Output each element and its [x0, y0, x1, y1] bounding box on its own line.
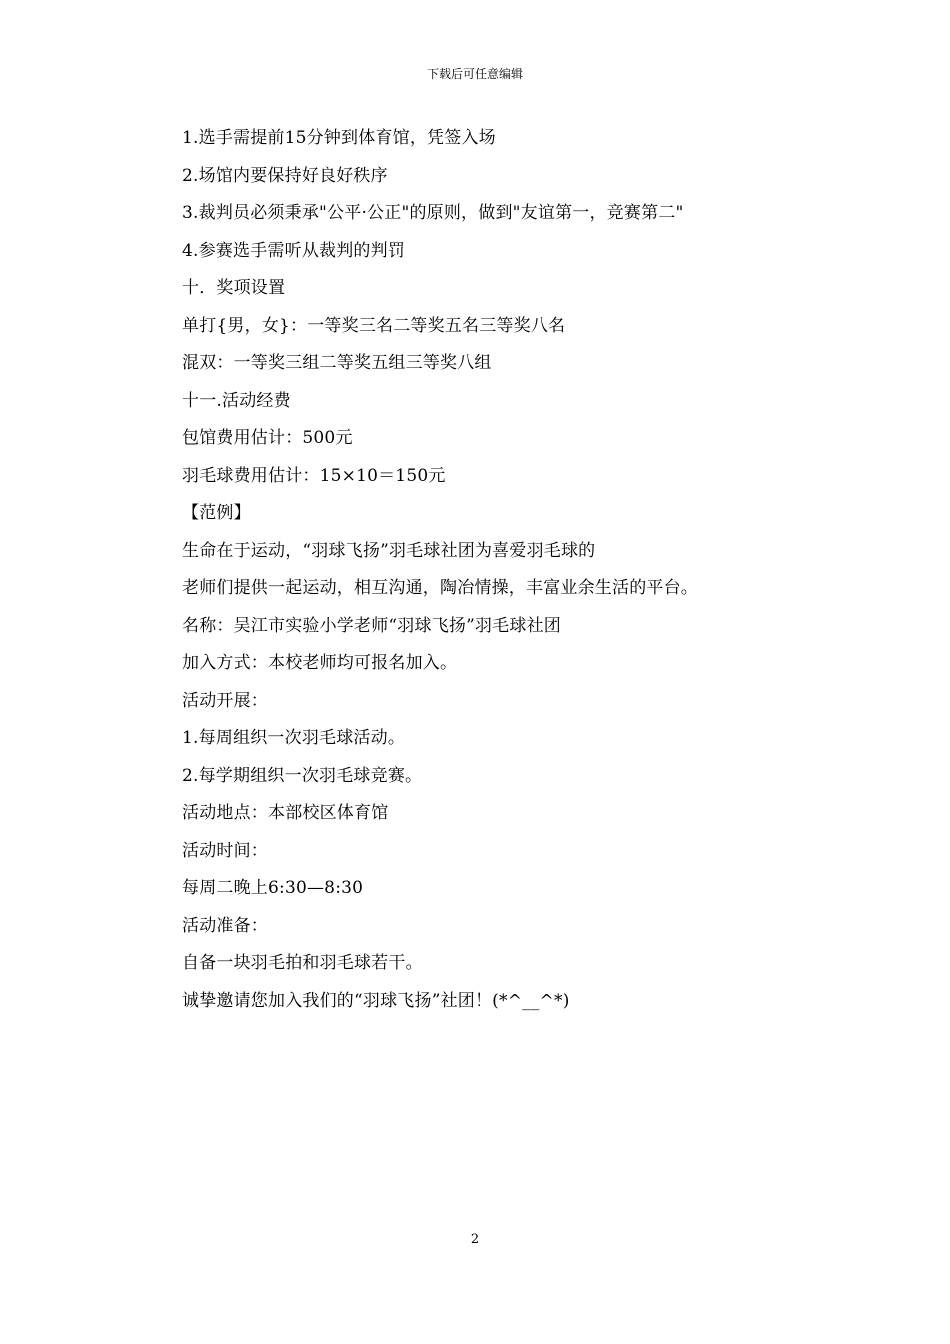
- rule-line-4: 4.参赛选手需听从裁判的判罚: [182, 240, 406, 261]
- section-heading-awards: 十．奖项设置: [182, 278, 286, 298]
- awards-singles: 单打{男，女}：一等奖三名二等奖五名三等奖八名: [182, 315, 566, 336]
- awards-mixed-doubles: 混双：一等奖三组二等奖五组三等奖八组: [182, 353, 492, 373]
- intro-line-2: 老师们提供一起运动，相互沟通，陶冶情操，丰富业余生活的平台。: [182, 578, 698, 598]
- activity-time: 每周二晚上6:30—8:30: [182, 878, 364, 898]
- invitation-line: 诚挚邀请您加入我们的“羽球飞扬”社团！(*^__^*): [182, 990, 570, 1011]
- section-heading-budget: 十一.活动经费: [182, 390, 291, 411]
- preparation-heading: 活动准备：: [182, 915, 268, 936]
- activities-heading: 活动开展：: [182, 690, 268, 711]
- intro-line-1: 生命在于运动，“羽球飞扬”羽毛球社团为喜爱羽毛球的: [182, 540, 596, 561]
- rule-line-2: 2.场馆内要保持好良好秩序: [182, 165, 388, 186]
- example-heading: 【范例】: [182, 503, 251, 523]
- budget-shuttlecocks: 羽毛球费用估计：15×10＝150元: [182, 465, 446, 486]
- activity-time-heading: 活动时间：: [182, 840, 268, 861]
- preparation-detail: 自备一块羽毛拍和羽毛球若干。: [182, 953, 423, 973]
- rule-line-1: 1.选手需提前15分钟到体育馆，凭签入场: [182, 128, 496, 148]
- activity-item-2: 2.每学期组织一次羽毛球竞赛。: [182, 765, 423, 786]
- page-number: 2: [470, 1232, 480, 1247]
- activity-item-1: 1.每周组织一次羽毛球活动。: [182, 728, 406, 748]
- rule-line-3: 3.裁判员必须秉承"公平·公正"的原则，做到"友谊第一，竞赛第二": [182, 203, 684, 223]
- page-header: 下载后可任意编辑: [426, 67, 523, 81]
- club-name: 名称：吴江市实验小学老师“羽球飞扬”羽毛球社团: [182, 615, 561, 636]
- budget-venue: 包馆费用估计：500元: [182, 428, 353, 448]
- activity-location: 活动地点：本部校区体育馆: [182, 803, 389, 823]
- join-method: 加入方式：本校老师均可报名加入。: [182, 653, 458, 673]
- document-body: [182, 122, 882, 1022]
